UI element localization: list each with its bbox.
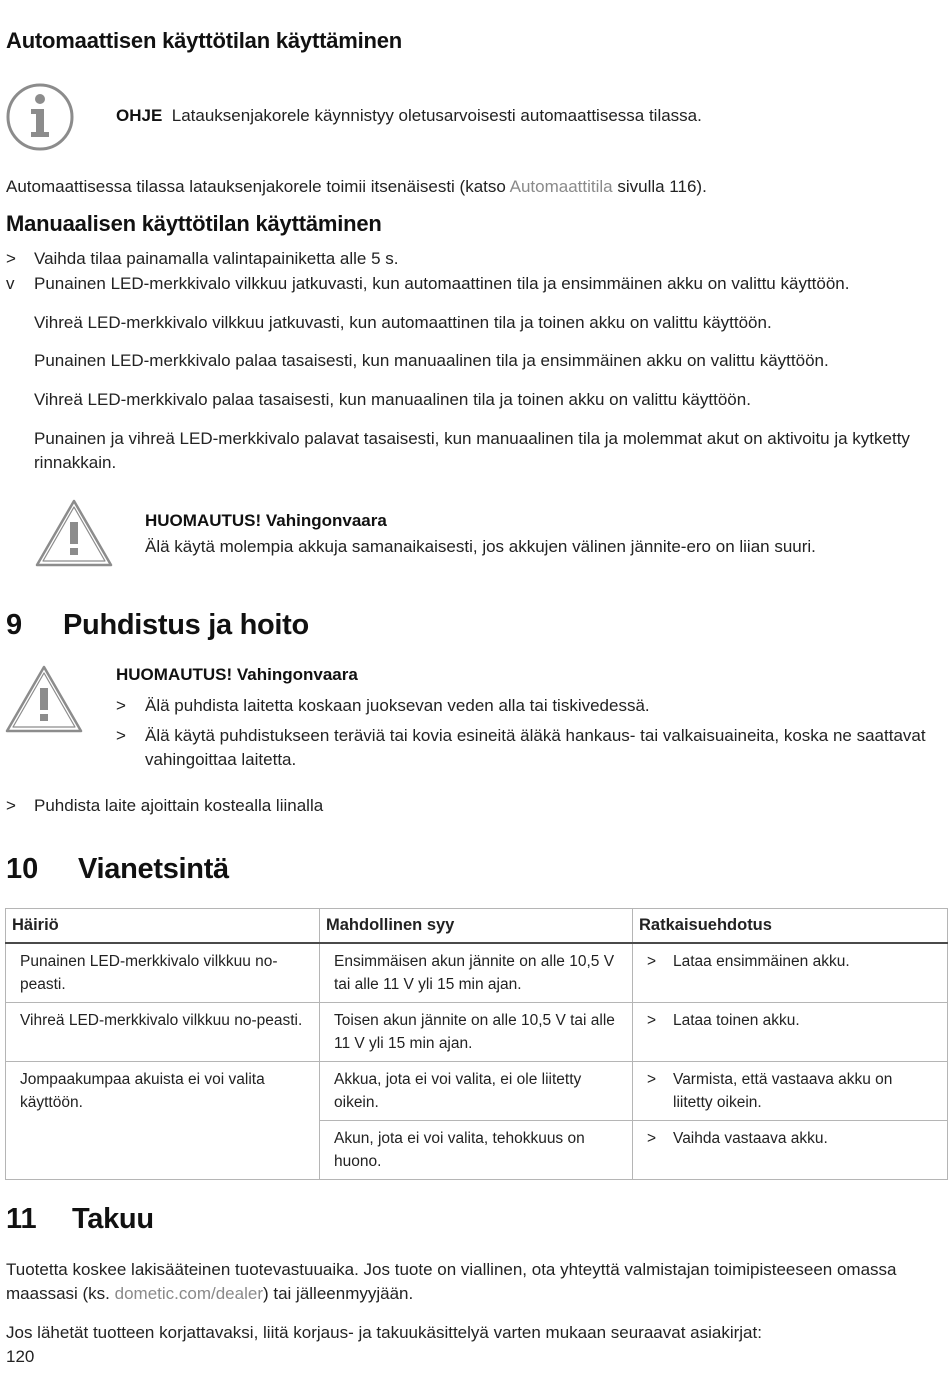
dealer-link[interactable]: dometic.com/dealer (114, 1284, 263, 1303)
cause-cell: Akun, jota ei voi valita, tehokkuus on huono. (320, 1120, 633, 1179)
warranty-text: Tuotetta koskee lakisääteinen tuotevastuuaika. Jos tuote on viallinen, ota yhteyttä valmistajan toimipisteeseen omassa maassasi (ks. (6, 1260, 897, 1303)
auto-para-text: Automaattisessa tilassa latauksenjakorele toimii itsenäisesti (katso (6, 177, 510, 196)
auto-mode-heading: Automaattisen käyttötilan käyttäminen (6, 28, 403, 53)
section-9-warning-title: HUOMAUTUS! Vahingonvaara (116, 665, 358, 684)
manual-para-3: Vihreä LED-merkkivalo palaa tasaisesti, kun manuaalinen tila ja toinen akku on valittu käyttöön. (34, 390, 751, 409)
section-10-number: 10 (6, 853, 39, 885)
table-row (6, 1061, 948, 1120)
cause-cell: Akkua, jota ei voi valita, ei ole liitetty oikein. (320, 1061, 633, 1120)
bullet-marker: > (647, 1129, 657, 1147)
section-9-bullet-2: Älä käytä puhdistukseen teräviä tai kovia esineitä äläkä hankaus- tai valkaisuaineita, koska ne saattavat vahingoittaa laitetta. (145, 726, 926, 769)
table-header-row (6, 909, 948, 943)
warranty-documents-paragraph: Jos lähetät tuotteen korjattavaksi, liitä korjaus- ja takuukäsittelyä varten mukaan seuraavat asiakirjat: (6, 1323, 762, 1342)
table-row (6, 1002, 948, 1061)
solution-cell (633, 1120, 948, 1179)
warranty-paragraph (6, 1258, 931, 1306)
cause-cell: Ensimmäisen akun jännite on alle 10,5 V tai alle 11 V yli 15 min ajan. (320, 943, 633, 1003)
step-marker: > (6, 249, 16, 268)
bullet-marker: > (116, 696, 126, 715)
warning-text: Älä käytä molempia akkuja samanaikaisesti, jos akkujen välinen jännite-ero on liian suuri. (145, 537, 816, 556)
auto-para-tail: sivulla 116). (612, 177, 707, 196)
solution-cell (633, 1061, 948, 1120)
step-marker: > (6, 796, 16, 815)
troubleshooting-table (5, 908, 948, 1180)
auto-mode-paragraph (6, 175, 707, 199)
fault-cell: Jompaakumpaa akuista ei voi valita käyttöön. (6, 1061, 320, 1179)
solution-cell (633, 943, 948, 1003)
manual-para-2: Punainen LED-merkkivalo palaa tasaisesti, kun manuaalinen tila ja ensimmäinen akku on valittu käyttöön. (34, 351, 829, 370)
result-marker: v (6, 274, 15, 293)
bullet-marker: > (647, 1070, 657, 1088)
bullet-marker: > (116, 726, 126, 745)
bullet-marker: > (647, 952, 657, 970)
manual-step: Vaihda tilaa painamalla valintapainiketta alle 5 s. (34, 249, 399, 268)
page-number: 120 (6, 1347, 35, 1366)
table-row (6, 943, 948, 1003)
section-9-step: Puhdista laite ajoittain kostealla liinalla (34, 796, 324, 815)
manual-result: Punainen LED-merkkivalo vilkkuu jatkuvasti, kun automaattinen tila ja ensimmäinen akku on valittu käyttöön. (34, 274, 850, 293)
section-11-title: Takuu (72, 1203, 154, 1235)
solution-text: Vaihda vastaava akku. (673, 1129, 828, 1147)
info-icon (5, 82, 75, 152)
manual-mode-heading: Manuaalisen käyttötilan käyttäminen (6, 211, 382, 236)
section-9-bullet-1: Älä puhdista laitetta koskaan juoksevan veden alla tai tiskivedessä. (145, 696, 650, 715)
bullet-marker: > (647, 1011, 657, 1029)
warning-triangle-icon (34, 498, 114, 568)
column-header-cause: Mahdollinen syy (320, 909, 633, 943)
section-11-number: 11 (6, 1203, 37, 1235)
section-10-title: Vianetsintä (78, 853, 229, 885)
warning-triangle-icon (4, 664, 84, 734)
automaattitila-link[interactable]: Automaattitila (509, 177, 613, 196)
warranty-tail: ) tai jälleenmyyjään. (262, 1284, 414, 1303)
solution-text: Lataa toinen akku. (673, 1011, 800, 1029)
note-label: OHJE (116, 106, 163, 125)
solution-text: Lataa ensimmäinen akku. (673, 952, 850, 970)
cause-cell: Toisen akun jännite on alle 10,5 V tai alle 11 V yli 15 min ajan. (320, 1002, 633, 1061)
fault-cell: Punainen LED-merkkivalo vilkkuu no-peasti. (6, 943, 320, 1003)
solution-cell (633, 1002, 948, 1061)
section-9-number: 9 (6, 609, 23, 641)
fault-cell: Vihreä LED-merkkivalo vilkkuu no-peasti. (6, 1002, 320, 1061)
note-line (116, 104, 702, 128)
column-header-fault: Häiriö (6, 909, 320, 943)
section-9-title: Puhdistus ja hoito (63, 609, 309, 641)
note-text: Latauksenjakorele käynnistyy oletusarvoisesti automaattisessa tilassa. (171, 106, 702, 125)
solution-text: Varmista, että vastaava akku on liitetty oikein. (673, 1070, 893, 1111)
warning-title: HUOMAUTUS! Vahingonvaara (145, 511, 387, 530)
manual-para-1: Vihreä LED-merkkivalo vilkkuu jatkuvasti, kun automaattinen tila ja toinen akku on valittu käyttöön. (34, 313, 772, 332)
manual-para-4: Punainen ja vihreä LED-merkkivalo palavat tasaisesti, kun manuaalinen tila ja molemmat akut on aktivoitu ja kytketty rinnakkain. (34, 429, 910, 472)
column-header-solution: Ratkaisuehdotus (633, 909, 948, 943)
